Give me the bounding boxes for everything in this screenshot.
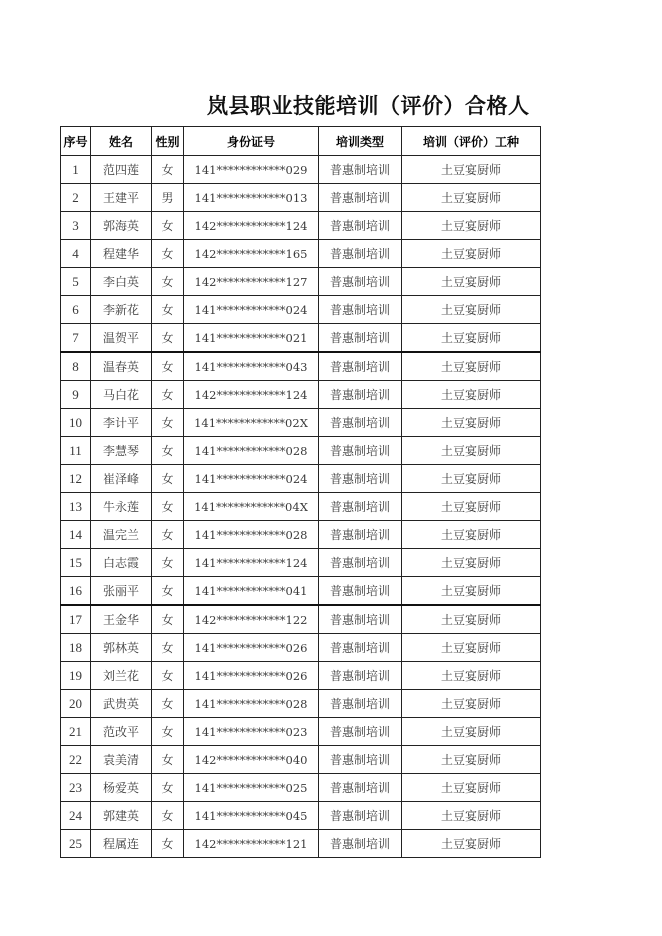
table-row [61, 156, 541, 184]
cell-trade: 土豆宴厨师 [402, 662, 541, 690]
cell-trade: 土豆宴厨师 [402, 521, 541, 549]
cell-id-number: 141************023 [184, 718, 319, 746]
cell-training-type: 普惠制培训 [319, 634, 402, 662]
cell-gender: 女 [152, 381, 184, 409]
table-row [61, 184, 541, 212]
cell-seq: 21 [61, 718, 91, 746]
cell-seq: 24 [61, 802, 91, 830]
cell-gender: 女 [152, 521, 184, 549]
cell-gender: 女 [152, 240, 184, 268]
cell-id-number: 142************040 [184, 746, 319, 774]
cell-trade: 土豆宴厨师 [402, 156, 541, 184]
table-row [61, 521, 541, 549]
cell-seq: 14 [61, 521, 91, 549]
cell-id-number: 141************041 [184, 577, 319, 606]
cell-training-type: 普惠制培训 [319, 521, 402, 549]
cell-training-type: 普惠制培训 [319, 549, 402, 577]
cell-trade: 土豆宴厨师 [402, 324, 541, 353]
cell-gender: 女 [152, 465, 184, 493]
cell-trade: 土豆宴厨师 [402, 718, 541, 746]
cell-trade: 土豆宴厨师 [402, 830, 541, 858]
cell-gender: 女 [152, 549, 184, 577]
cell-name: 李计平 [91, 409, 152, 437]
cell-seq: 25 [61, 830, 91, 858]
table-row [61, 409, 541, 437]
cell-training-type: 普惠制培训 [319, 409, 402, 437]
cell-name: 郭海英 [91, 212, 152, 240]
cell-id-number: 141************025 [184, 774, 319, 802]
cell-name: 程建华 [91, 240, 152, 268]
cell-training-type: 普惠制培训 [319, 493, 402, 521]
cell-gender: 女 [152, 718, 184, 746]
table-row [61, 577, 541, 606]
table-row [61, 465, 541, 493]
cell-name: 马白花 [91, 381, 152, 409]
cell-trade: 土豆宴厨师 [402, 549, 541, 577]
cell-training-type: 普惠制培训 [319, 212, 402, 240]
table-row [61, 605, 541, 634]
cell-seq: 8 [61, 352, 91, 381]
cell-name: 白志霞 [91, 549, 152, 577]
cell-gender: 女 [152, 746, 184, 774]
cell-id-number: 142************127 [184, 268, 319, 296]
cell-training-type: 普惠制培训 [319, 830, 402, 858]
table-row [61, 549, 541, 577]
cell-id-number: 141************028 [184, 521, 319, 549]
table-row [61, 662, 541, 690]
cell-trade: 土豆宴厨师 [402, 437, 541, 465]
cell-seq: 13 [61, 493, 91, 521]
cell-id-number: 141************124 [184, 549, 319, 577]
cell-seq: 22 [61, 746, 91, 774]
table-row [61, 212, 541, 240]
cell-name: 温春英 [91, 352, 152, 381]
cell-name: 李慧琴 [91, 437, 152, 465]
cell-name: 温贺平 [91, 324, 152, 353]
table-row [61, 324, 541, 353]
cell-gender: 女 [152, 802, 184, 830]
cell-trade: 土豆宴厨师 [402, 802, 541, 830]
table-row [61, 718, 541, 746]
cell-trade: 土豆宴厨师 [402, 268, 541, 296]
cell-name: 武贵英 [91, 690, 152, 718]
cell-name: 郭林英 [91, 634, 152, 662]
cell-gender: 女 [152, 690, 184, 718]
cell-name: 程属连 [91, 830, 152, 858]
cell-training-type: 普惠制培训 [319, 240, 402, 268]
cell-trade: 土豆宴厨师 [402, 690, 541, 718]
cell-training-type: 普惠制培训 [319, 774, 402, 802]
cell-name: 李新花 [91, 296, 152, 324]
table-row [61, 690, 541, 718]
cell-trade: 土豆宴厨师 [402, 774, 541, 802]
cell-seq: 1 [61, 156, 91, 184]
cell-gender: 女 [152, 296, 184, 324]
cell-seq: 5 [61, 268, 91, 296]
cell-trade: 土豆宴厨师 [402, 465, 541, 493]
table-body [61, 156, 541, 858]
cell-trade: 土豆宴厨师 [402, 409, 541, 437]
header-gender: 性别 [152, 127, 184, 156]
cell-name: 范四莲 [91, 156, 152, 184]
cell-training-type: 普惠制培训 [319, 156, 402, 184]
cell-trade: 土豆宴厨师 [402, 352, 541, 381]
cell-training-type: 普惠制培训 [319, 184, 402, 212]
cell-id-number: 141************026 [184, 662, 319, 690]
header-name: 姓名 [91, 127, 152, 156]
cell-trade: 土豆宴厨师 [402, 240, 541, 268]
cell-id-number: 141************024 [184, 296, 319, 324]
cell-name: 王金华 [91, 605, 152, 634]
cell-trade: 土豆宴厨师 [402, 634, 541, 662]
cell-id-number: 141************043 [184, 352, 319, 381]
cell-training-type: 普惠制培训 [319, 352, 402, 381]
cell-trade: 土豆宴厨师 [402, 381, 541, 409]
cell-gender: 女 [152, 212, 184, 240]
cell-seq: 23 [61, 774, 91, 802]
table-row [61, 352, 541, 381]
table-row [61, 381, 541, 409]
header-training-type: 培训类型 [319, 127, 402, 156]
cell-id-number: 142************124 [184, 212, 319, 240]
cell-seq: 15 [61, 549, 91, 577]
cell-gender: 女 [152, 268, 184, 296]
cell-name: 范改平 [91, 718, 152, 746]
qualified-trainees-table [60, 126, 541, 858]
table-row [61, 746, 541, 774]
cell-id-number: 142************122 [184, 605, 319, 634]
cell-gender: 女 [152, 324, 184, 353]
cell-name: 李白英 [91, 268, 152, 296]
table-row [61, 830, 541, 858]
cell-training-type: 普惠制培训 [319, 746, 402, 774]
cell-seq: 3 [61, 212, 91, 240]
cell-training-type: 普惠制培训 [319, 324, 402, 353]
cell-seq: 6 [61, 296, 91, 324]
table-row [61, 268, 541, 296]
cell-gender: 女 [152, 662, 184, 690]
cell-seq: 17 [61, 605, 91, 634]
cell-training-type: 普惠制培训 [319, 662, 402, 690]
cell-name: 张丽平 [91, 577, 152, 606]
cell-seq: 16 [61, 577, 91, 606]
cell-seq: 10 [61, 409, 91, 437]
header-seq: 序号 [61, 127, 91, 156]
cell-id-number: 141************024 [184, 465, 319, 493]
table-row [61, 240, 541, 268]
cell-id-number: 141************026 [184, 634, 319, 662]
table-row [61, 296, 541, 324]
cell-id-number: 142************124 [184, 381, 319, 409]
cell-trade: 土豆宴厨师 [402, 746, 541, 774]
cell-name: 崔泽峰 [91, 465, 152, 493]
table-row [61, 493, 541, 521]
cell-id-number: 142************165 [184, 240, 319, 268]
cell-seq: 12 [61, 465, 91, 493]
cell-trade: 土豆宴厨师 [402, 296, 541, 324]
cell-seq: 4 [61, 240, 91, 268]
cell-gender: 女 [152, 493, 184, 521]
cell-gender: 女 [152, 605, 184, 634]
cell-gender: 女 [152, 437, 184, 465]
cell-gender: 女 [152, 409, 184, 437]
cell-gender: 女 [152, 830, 184, 858]
cell-seq: 19 [61, 662, 91, 690]
cell-trade: 土豆宴厨师 [402, 605, 541, 634]
cell-id-number: 141************02X [184, 409, 319, 437]
cell-trade: 土豆宴厨师 [402, 184, 541, 212]
cell-training-type: 普惠制培训 [319, 268, 402, 296]
cell-seq: 20 [61, 690, 91, 718]
cell-training-type: 普惠制培训 [319, 465, 402, 493]
table-header-row [61, 127, 541, 156]
header-trade: 培训（评价）工种 [402, 127, 541, 156]
cell-name: 牛永莲 [91, 493, 152, 521]
table-row [61, 634, 541, 662]
table-row [61, 802, 541, 830]
cell-training-type: 普惠制培训 [319, 802, 402, 830]
cell-seq: 9 [61, 381, 91, 409]
document-title: 岚县职业技能培训（评价）合格人 [207, 93, 530, 118]
cell-id-number: 141************045 [184, 802, 319, 830]
table-row [61, 774, 541, 802]
cell-gender: 女 [152, 352, 184, 381]
cell-gender: 女 [152, 577, 184, 606]
cell-name: 杨爱英 [91, 774, 152, 802]
cell-training-type: 普惠制培训 [319, 605, 402, 634]
header-id-number: 身份证号 [184, 127, 319, 156]
cell-gender: 女 [152, 156, 184, 184]
cell-id-number: 141************028 [184, 690, 319, 718]
cell-name: 温完兰 [91, 521, 152, 549]
cell-seq: 18 [61, 634, 91, 662]
cell-gender: 女 [152, 774, 184, 802]
cell-gender: 男 [152, 184, 184, 212]
cell-training-type: 普惠制培训 [319, 381, 402, 409]
cell-training-type: 普惠制培训 [319, 690, 402, 718]
cell-name: 刘兰花 [91, 662, 152, 690]
cell-seq: 11 [61, 437, 91, 465]
cell-training-type: 普惠制培训 [319, 577, 402, 606]
cell-training-type: 普惠制培训 [319, 296, 402, 324]
cell-name: 袁美清 [91, 746, 152, 774]
cell-id-number: 141************04X [184, 493, 319, 521]
cell-id-number: 141************029 [184, 156, 319, 184]
cell-id-number: 142************121 [184, 830, 319, 858]
cell-seq: 2 [61, 184, 91, 212]
cell-trade: 土豆宴厨师 [402, 493, 541, 521]
cell-training-type: 普惠制培训 [319, 437, 402, 465]
cell-name: 王建平 [91, 184, 152, 212]
cell-seq: 7 [61, 324, 91, 353]
table-row [61, 437, 541, 465]
cell-trade: 土豆宴厨师 [402, 577, 541, 606]
cell-training-type: 普惠制培训 [319, 718, 402, 746]
cell-trade: 土豆宴厨师 [402, 212, 541, 240]
cell-id-number: 141************021 [184, 324, 319, 353]
cell-name: 郭建英 [91, 802, 152, 830]
cell-id-number: 141************013 [184, 184, 319, 212]
cell-gender: 女 [152, 634, 184, 662]
cell-id-number: 141************028 [184, 437, 319, 465]
